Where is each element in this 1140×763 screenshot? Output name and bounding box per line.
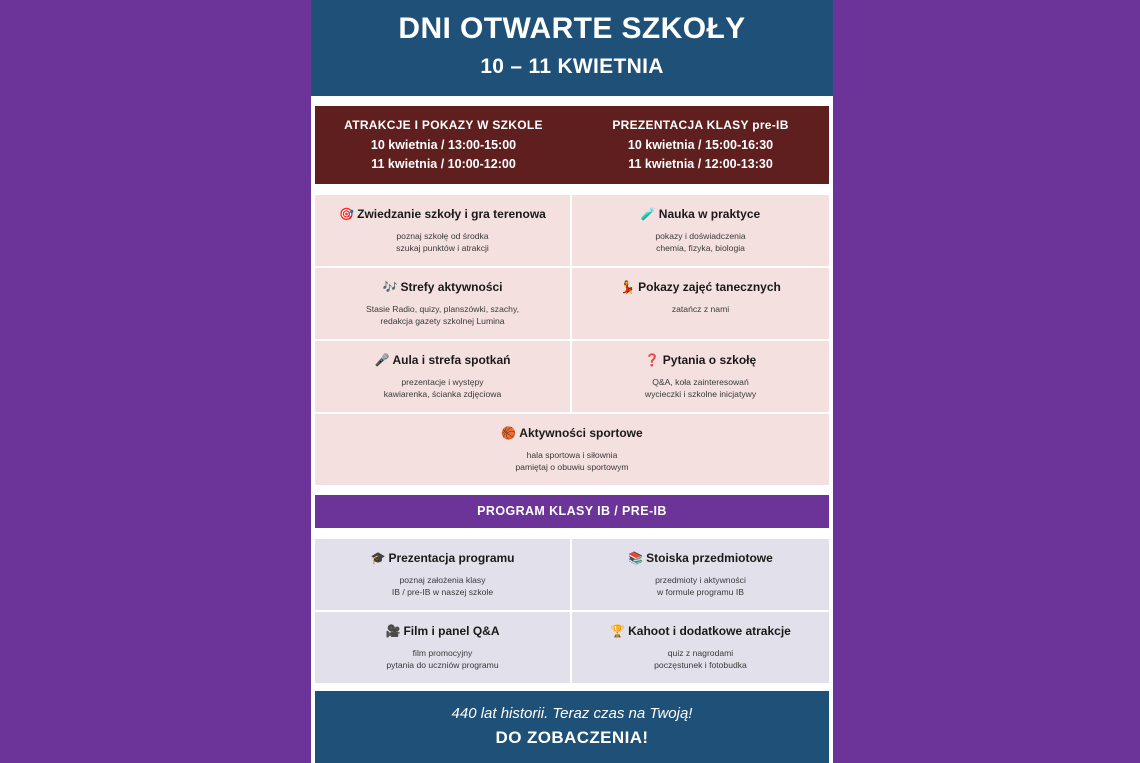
attraction-card-title: [327, 425, 817, 442]
schedule-column-preib: [572, 115, 829, 174]
attraction-card: [315, 414, 829, 485]
poster-page: [311, 0, 833, 747]
attraction-card-label: Aula i strefa spotkań: [392, 353, 511, 367]
attraction-card-title: [327, 352, 558, 369]
program-card-title: [584, 623, 817, 640]
attraction-card-label: Strefy aktywności: [400, 280, 503, 294]
books-icon: 📚: [628, 551, 644, 565]
schedule-time-line: 10 kwietnia / 13:00-15:00: [370, 138, 517, 152]
attraction-card-desc: zatańcz z nami: [671, 304, 730, 314]
program-card: [572, 612, 829, 683]
attraction-card-label: Aktywności sportowe: [519, 426, 643, 440]
target-icon: 🎯: [339, 207, 355, 221]
program-card: [572, 539, 829, 612]
program-card-desc: w formule programu IB: [657, 587, 744, 597]
attraction-card: [572, 195, 829, 268]
attraction-card-desc: prezentacje i występy: [401, 377, 484, 387]
basketball-icon: 🏀: [501, 426, 517, 440]
music-notes-icon: 🎶: [382, 280, 398, 294]
program-card-label: Prezentacja programu: [388, 551, 515, 565]
attraction-card-title: [327, 279, 558, 296]
attraction-card-label: Nauka w praktyce: [658, 207, 761, 221]
page-title: DNI OTWARTE SZKOŁY: [398, 12, 746, 45]
graduation-cap-icon: 🎓: [370, 551, 386, 565]
attraction-card: [315, 341, 572, 414]
schedule-band: [315, 106, 829, 184]
attraction-card-desc: Q&A, koła zainteresowań: [652, 377, 749, 387]
attraction-card-desc: hala sportowa i siłownia: [526, 450, 618, 460]
attraction-card-desc: chemia, fizyka, biologia: [656, 243, 745, 253]
trophy-icon: 🏆: [610, 624, 626, 638]
schedule-time-line: 10 kwietnia / 15:00-16:30: [627, 138, 774, 152]
program-card: [315, 539, 572, 612]
question-mark-icon: ❓: [644, 353, 660, 367]
movie-camera-icon: 🎥: [385, 624, 401, 638]
program-card-desc: przedmioty i aktywności: [655, 575, 746, 585]
attraction-card-desc: szukaj punktów i atrakcji: [396, 243, 489, 253]
program-grid: [315, 539, 829, 683]
attraction-card-desc: pamiętaj o obuwiu sportowym: [515, 462, 629, 472]
footer-closing: DO ZOBACZENIA!: [495, 728, 649, 747]
program-card-title: [584, 550, 817, 567]
attraction-card-label: Pytania o szkołę: [662, 353, 757, 367]
attraction-card-desc: Stasie Radio, quizy, planszówki, szachy,: [365, 304, 519, 314]
attraction-card-title: [584, 352, 817, 369]
schedule-time-line: 11 kwietnia / 10:00-12:00: [371, 157, 516, 171]
poster-footer: [315, 691, 829, 763]
footer-wrapper: [311, 691, 833, 763]
program-section-bar: PROGRAM KLASY IB / PRE-IB: [315, 495, 829, 528]
footer-tagline: 440 lat historii. Teraz czas na Twoją!: [451, 705, 693, 722]
dancer-icon: 💃: [620, 280, 636, 294]
program-card-desc: pytania do uczniów programu: [386, 660, 499, 670]
attraction-card-desc: poznaj szkołę od środka: [396, 231, 489, 241]
layout-spacer: [311, 683, 833, 691]
attraction-card-desc: redakcja gazety szkolnej Lumina: [380, 316, 505, 326]
program-card-label: Kahoot i dodatkowe atrakcje: [628, 624, 791, 638]
attraction-card-label: Zwiedzanie szkoły i gra terenowa: [357, 207, 546, 221]
schedule-time-line: 11 kwietnia / 12:00-13:30: [628, 157, 773, 171]
attraction-card: [572, 341, 829, 414]
microphone-icon: 🎤: [374, 353, 390, 367]
program-card: [315, 612, 572, 683]
program-card-desc: IB / pre-IB w naszej szkole: [391, 587, 494, 597]
schedule-heading: ATRAKCJE I POKAZY W SZKOLE: [344, 118, 543, 132]
attraction-card: [315, 268, 572, 341]
attractions-grid: [315, 195, 829, 485]
attraction-card: [315, 195, 572, 268]
attraction-card-title: [584, 206, 817, 223]
schedule-heading: PREZENTACJA KLASY pre-IB: [612, 118, 789, 132]
attraction-card-title: [327, 206, 558, 223]
schedule-column-attractions: [315, 115, 572, 174]
program-card-desc: quiz z nagrodami: [667, 648, 734, 658]
program-card-label: Film i panel Q&A: [403, 624, 500, 638]
program-card-label: Stoiska przedmiotowe: [646, 551, 773, 565]
poster-header: [311, 0, 833, 96]
attraction-card-desc: pokazy i doświadczenia: [655, 231, 746, 241]
attraction-card-label: Pokazy zajęć tanecznych: [638, 280, 781, 294]
attraction-card-desc: wycieczki i szkolne inicjatywy: [644, 389, 757, 399]
program-card-desc: poczęstunek i fotobudka: [654, 660, 747, 670]
attraction-card-title: [584, 279, 817, 296]
program-card-title: [327, 623, 558, 640]
schedule-wrapper: [311, 96, 833, 184]
test-tube-icon: 🧪: [640, 207, 656, 221]
attraction-card-desc: kawiarenka, ścianka zdjęciowa: [383, 389, 502, 399]
program-card-desc: poznaj założenia klasy: [399, 575, 486, 585]
event-dates: 10 – 11 KWIETNIA: [480, 55, 664, 78]
program-card-title: [327, 550, 558, 567]
program-section-wrapper: [311, 485, 833, 528]
program-card-desc: film promocyjny: [412, 648, 473, 658]
attraction-card: [572, 268, 829, 341]
